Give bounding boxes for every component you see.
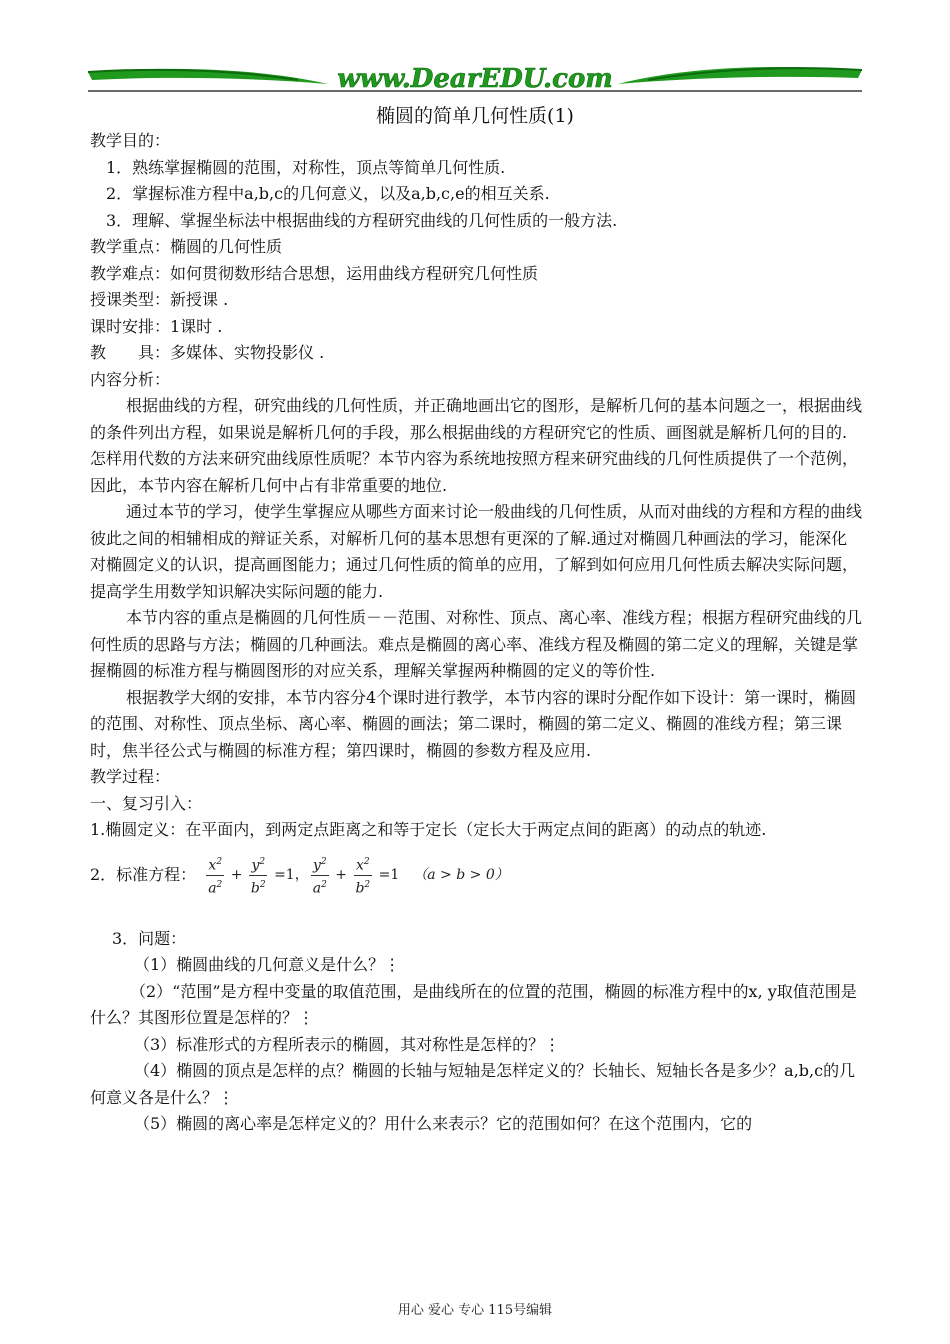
standard-equation-2: $\frac{y^2}{a^2}$ + $\frac{x^2}{b^2}$ =1 <box>309 853 400 897</box>
lesson-type: 授课类型：新授课 . <box>90 290 229 309</box>
analysis-heading: 内容分析： <box>90 369 171 389</box>
analysis-paragraph-4: 根据教学大纲的安排，本节内容分4个课时进行教学，本节内容的课时分配作如下设计：第一课时，椭圆的范围、对称性、顶点坐标、离心率、椭圆的画法；第二课时，椭圆的第二定义、椭圆的准线方程；第三课时，焦半径公式与椭圆的标准方程；第四课时，椭圆的参数方程及应用. <box>90 687 857 760</box>
aim-item-1: 1．熟练掌握椭圆的范围，对称性，顶点等简单几何性质. <box>106 157 506 177</box>
page-footer: 用心 爱心 专心 115号编辑 <box>397 1303 553 1318</box>
question-5: （5）椭圆的离心率是怎样定义的？用什么来表示？它的范围如何？在这个范围内，它的 <box>134 1114 753 1133</box>
site-logo: www.DearEDU.com <box>337 64 613 94</box>
analysis-paragraph-3: 本节内容的重点是椭圆的几何性质－－范围、对称性、顶点、离心率、准线方程；根据方程研究曲线的几何性质的思路与方法；椭圆的几种画法。难点是椭圆的离心率、准线方程及椭圆的第二定义的理解，关键是掌握椭圆的标准方程与椭圆图形的对应关系，理解关掌握两种椭圆的定义的等价性. <box>90 608 863 680</box>
analysis-paragraph-1: 根据曲线的方程，研究曲线的几何性质，并正确地画出它的图形，是解析几何的基本问题之一，根据曲线的条件列出方程，如果说是解析几何的手段，那么根据曲线的方程研究它的性质、画图就是解析几何的目的. 怎样用代数的方法来研究曲线原性质呢？本节内容为系统地按照方程来研究曲线的几何性质提供了一个范例，因此，本节内容在解析几何中占有非常重要的地位. <box>90 396 863 495</box>
page-title: 椭圆的简单几何性质(1) <box>376 105 574 127</box>
ellipse-definition: 1.椭圆定义：在平面内，到两定点距离之和等于定长（定长大于两定点间的距离）的动点的轨迹. <box>90 820 767 839</box>
question-4: （4）椭圆的顶点是怎样的点？椭圆的长轴与短轴是怎样定义的？长轴长、短轴长各是多少？a,b,c的几何意义各是什么？⋮ <box>90 1061 856 1107</box>
standard-equation-row <box>90 848 862 904</box>
question-2: （2）“范围”是方程中变量的取值范围，是曲线所在的位置的范围，椭圆的标准方程中的x, y取值范围是什么？其图形位置是怎样的？⋮ <box>90 981 857 1027</box>
document-body <box>90 128 862 1138</box>
question-1: （1）椭圆曲线的几何意义是什么？⋮ <box>134 955 401 974</box>
process-heading: 教学过程： <box>90 767 171 786</box>
analysis-paragraph-2: 通过本节的学习，使学生掌握应从哪些方面来讨论一般曲线的几何性质，从而对曲线的方程和方程的曲线彼此之间的相辅相成的辩证关系，对解析几何的基本思想有更深的了解.通过对椭圆几种画法的学习，能深化对椭圆定义的认识，提高画图能力；通过几何性质的简单的应用，了解到如何应用几何性质去解决实际问题，提高学生用数学知识解决实际问题的能力. <box>90 502 863 601</box>
review-heading: 一、复习引入： <box>90 793 203 813</box>
question-3: （3）标准形式的方程所表示的椭圆，其对称性是怎样的？⋮ <box>134 1034 561 1054</box>
lesson-schedule: 课时安排：1课时 . <box>90 316 223 336</box>
difficult-points: 教学难点：如何贯彻数形结合思想，运用曲线方程研究几何性质 <box>90 263 539 283</box>
teaching-tools: 教 具：多媒体、实物投影仪 . <box>90 343 325 362</box>
standard-equation-1: $\frac{x^2}{a^2}$ + $\frac{y^2}{b^2}$ =1， <box>204 853 309 897</box>
aim-heading: 教学目的： <box>90 131 171 150</box>
key-points: 教学重点：椭圆的几何性质 <box>90 237 283 256</box>
aim-item-2: 2．掌握标准方程中a,b,c的几何意义，以及a,b,c,e的相互关系. <box>106 184 550 203</box>
standard-equation-label: 2．标准方程： <box>90 865 197 885</box>
header-banner <box>88 60 862 100</box>
questions-heading: 3．问题： <box>112 928 187 948</box>
aim-item-3: 3．理解、掌握坐标法中根据曲线的方程研究曲线的几何性质的一般方法. <box>106 210 618 230</box>
standard-equation-condition: （a > b > 0） <box>413 867 509 884</box>
